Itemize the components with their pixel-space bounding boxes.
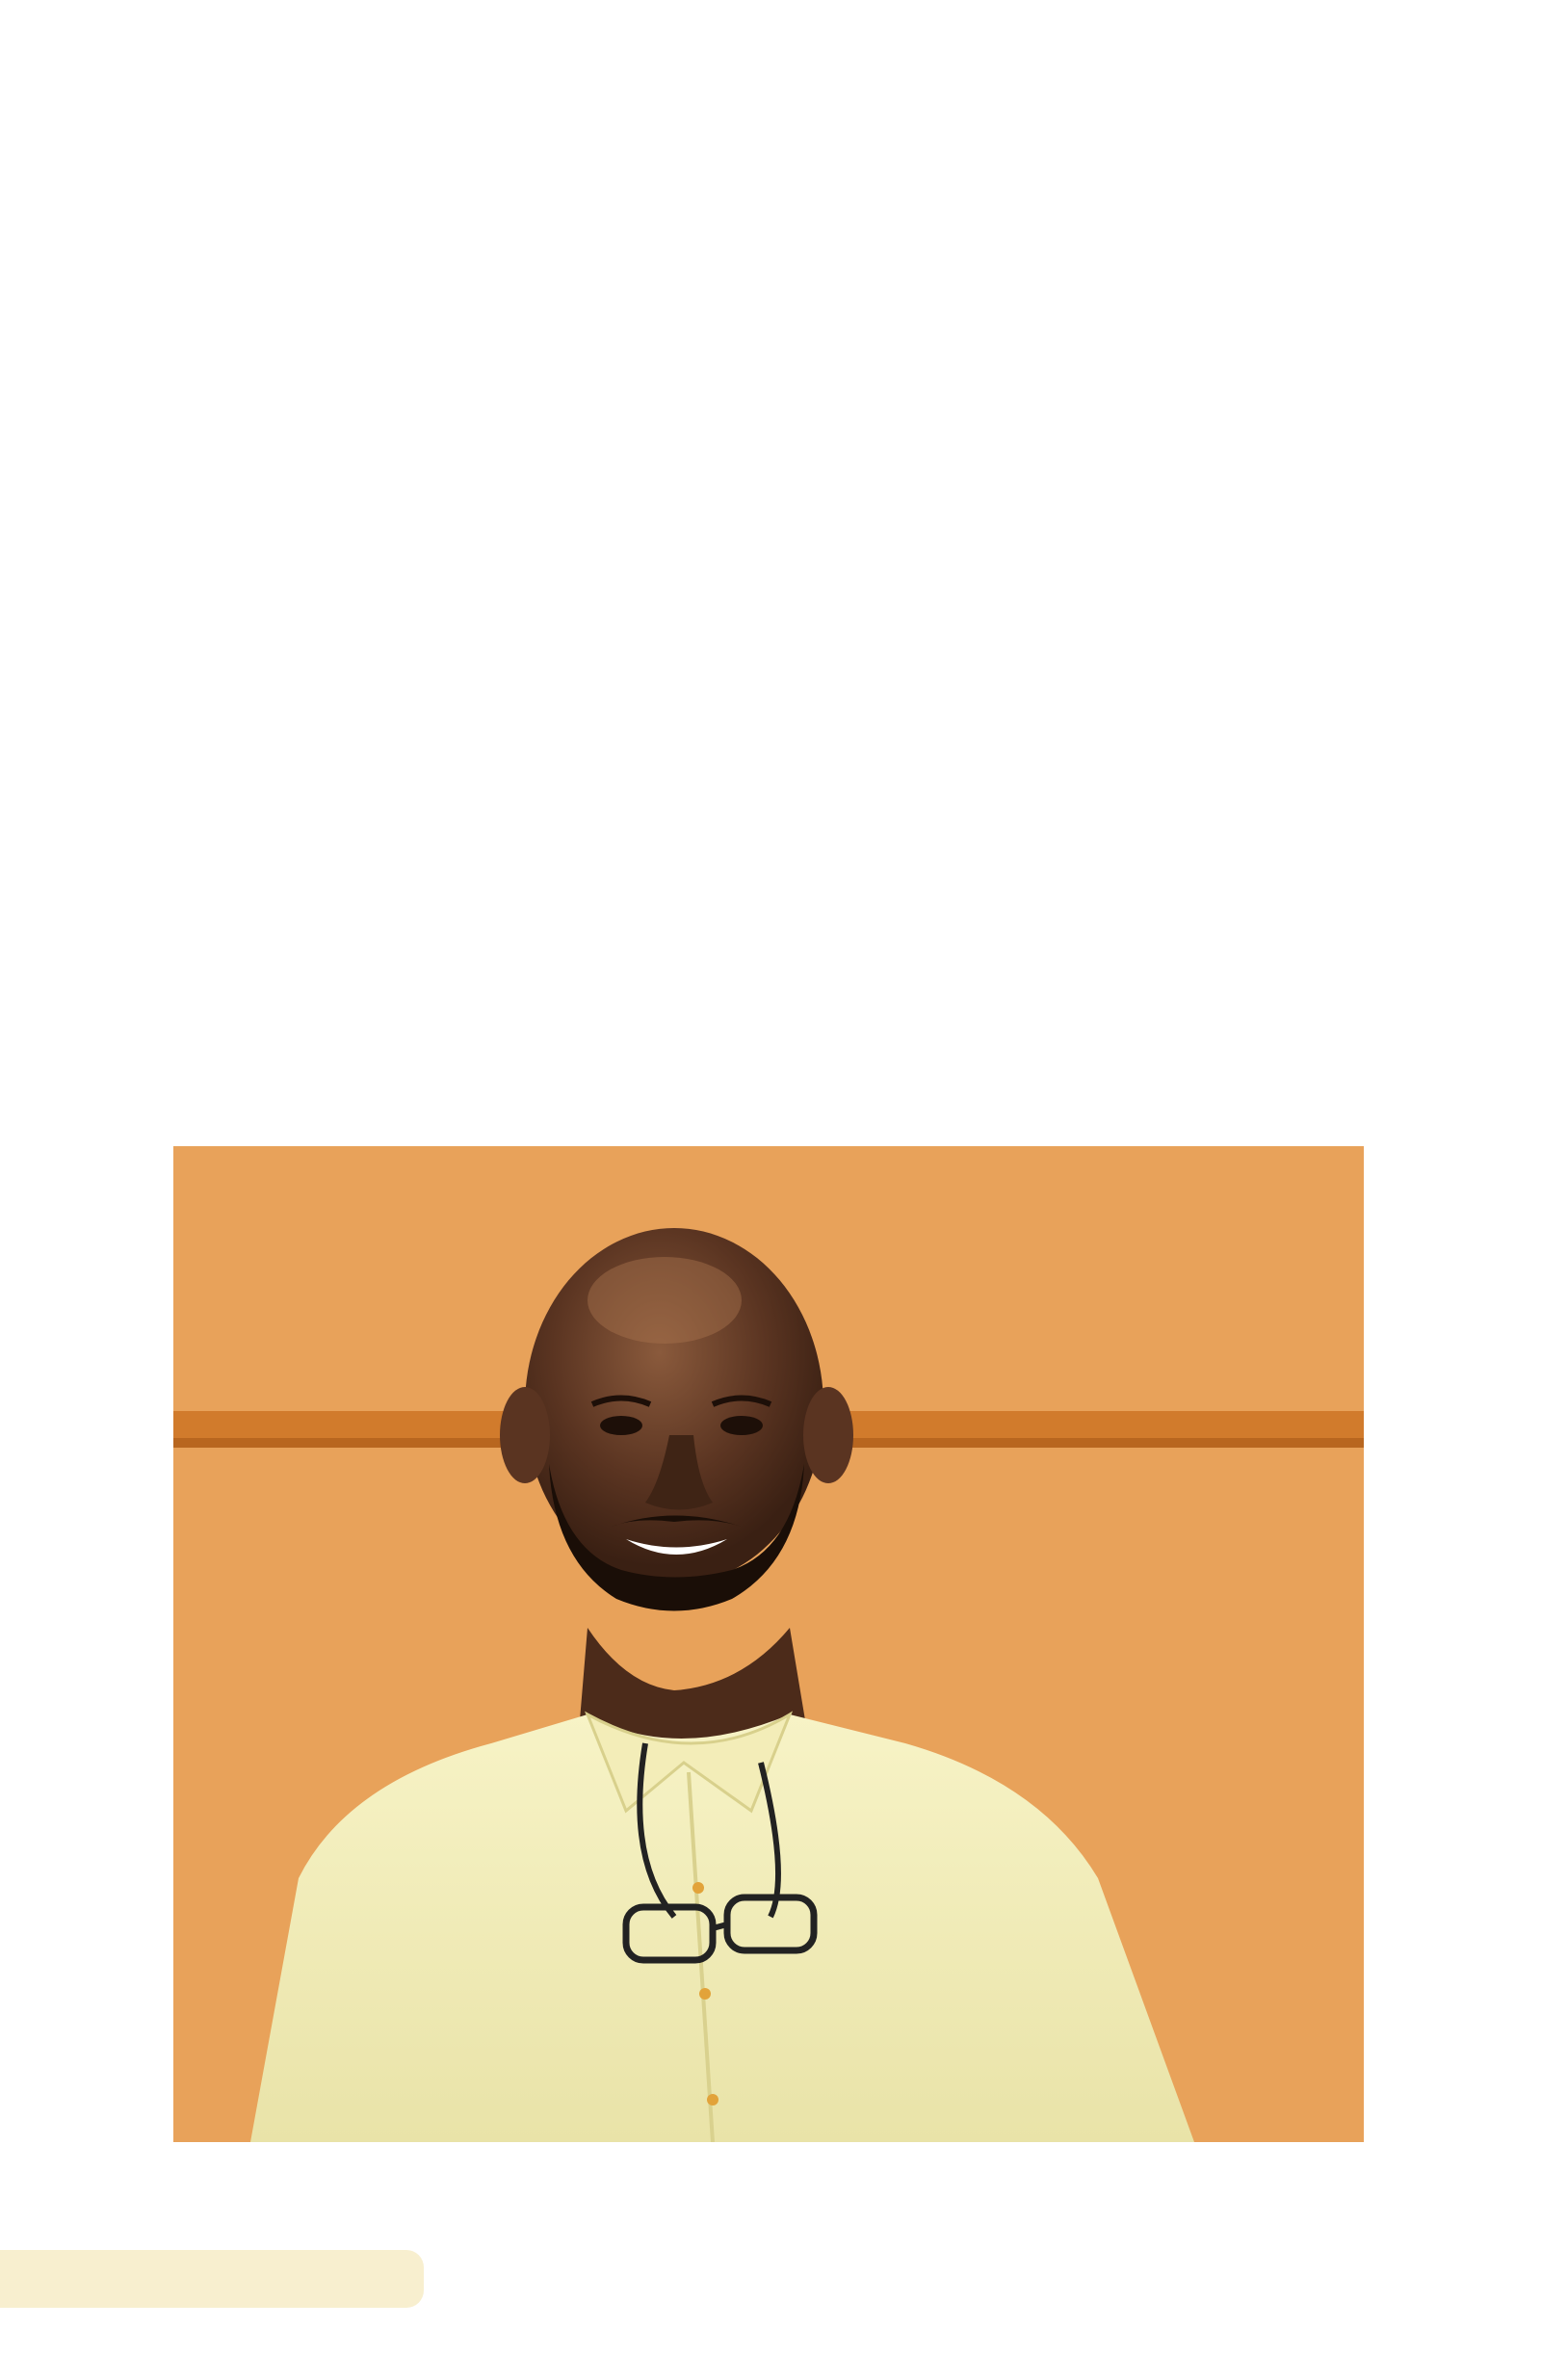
page-footer xyxy=(0,2250,424,2308)
portrait-photo xyxy=(173,1146,1364,2142)
portrait-illustration xyxy=(173,1146,1364,2142)
